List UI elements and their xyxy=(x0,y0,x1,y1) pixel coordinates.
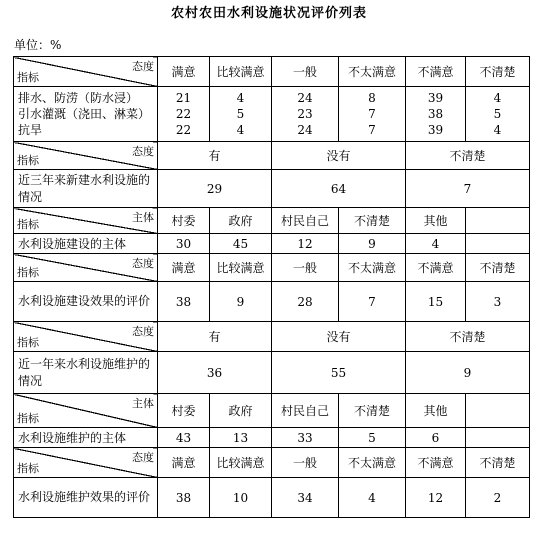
row-label: 水利设施维护的主体 xyxy=(14,428,158,448)
value-cell: 55 xyxy=(272,352,406,394)
header-cell: 不清楚 xyxy=(339,394,406,428)
block1-header-row xyxy=(14,57,530,87)
value-cell: 12 xyxy=(272,234,339,254)
block7-data-row xyxy=(14,478,530,518)
header-cell: 有 xyxy=(158,322,272,352)
block4-header-row xyxy=(14,254,530,282)
row-label-group: 排水、防涝（防水浸） 引水灌溉（浇田、淋菜） 抗旱 xyxy=(14,87,158,142)
header-cell: 比较满意 xyxy=(210,254,272,282)
value-cell: 4 xyxy=(406,234,466,254)
header-cell: 不满意 xyxy=(406,254,466,282)
block6-data-row xyxy=(14,428,530,448)
block7-header-row xyxy=(14,448,530,478)
value-cell: 6 xyxy=(406,428,466,448)
value-cell: 7 xyxy=(406,170,530,208)
header-cell: 一般 xyxy=(272,254,339,282)
value-cell: 10 xyxy=(210,478,272,518)
value-cell: 7 xyxy=(339,282,406,322)
value-cell: 34 xyxy=(272,478,339,518)
row-label: 近一年来水利设施维护的情况 xyxy=(14,352,158,394)
row-label: 近三年来新建水利设施的情况 xyxy=(14,170,158,208)
row-label: 水利设施建设的主体 xyxy=(14,234,158,254)
value-cell: 33 xyxy=(272,428,339,448)
block4-data-row xyxy=(14,282,530,322)
header-cell: 村民自己 xyxy=(272,208,339,234)
header-cell: 有 xyxy=(158,142,272,170)
value-cell: 21 22 22 xyxy=(158,87,210,142)
header-cell: 不清楚 xyxy=(339,208,406,234)
block5-header-row xyxy=(14,322,530,352)
block2-data-row xyxy=(14,170,530,208)
empty-cell xyxy=(466,428,530,448)
value-cell: 9 xyxy=(210,282,272,322)
row-label: 水利设施建设效果的评价 xyxy=(14,282,158,322)
header-cell: 比较满意 xyxy=(210,448,272,478)
value-cell: 5 xyxy=(339,428,406,448)
value-cell: 4 5 4 xyxy=(210,87,272,142)
header-cell: 不清楚 xyxy=(466,57,530,87)
block2-header-row xyxy=(14,142,530,170)
value-cell: 38 xyxy=(158,478,210,518)
value-cell: 38 xyxy=(158,282,210,322)
header-cell: 一般 xyxy=(272,57,339,87)
header-cell: 其他 xyxy=(406,208,466,234)
block5-data-row xyxy=(14,352,530,394)
block3-data-row xyxy=(14,234,530,254)
header-cell: 村委 xyxy=(158,208,210,234)
value-cell: 9 xyxy=(339,234,406,254)
header-cell: 不太满意 xyxy=(339,57,406,87)
value-cell: 24 23 24 xyxy=(272,87,339,142)
corner-cell: 主体 指标 xyxy=(14,394,158,428)
value-cell: 45 xyxy=(210,234,272,254)
value-cell: 29 xyxy=(158,170,272,208)
header-cell: 其他 xyxy=(406,394,466,428)
corner-cell: 态度 指标 xyxy=(14,142,158,170)
empty-cell xyxy=(466,394,530,428)
header-cell: 村民自己 xyxy=(272,394,339,428)
corner-cell: 态度 指标 xyxy=(14,254,158,282)
value-cell: 13 xyxy=(210,428,272,448)
row-label: 水利设施维护效果的评价 xyxy=(14,478,158,518)
value-cell: 9 xyxy=(406,352,530,394)
header-cell: 不满意 xyxy=(406,57,466,87)
header-cell: 一般 xyxy=(272,448,339,478)
value-cell: 36 xyxy=(158,352,272,394)
header-cell: 不满意 xyxy=(406,448,466,478)
evaluation-table xyxy=(13,56,530,518)
header-cell: 没有 xyxy=(272,322,406,352)
block6-header-row xyxy=(14,394,530,428)
header-cell: 不清楚 xyxy=(466,254,530,282)
header-cell: 不清楚 xyxy=(406,322,530,352)
header-cell: 不清楚 xyxy=(406,142,530,170)
corner-cell: 态度 指标 xyxy=(14,57,158,87)
empty-cell xyxy=(466,234,530,254)
value-cell: 3 xyxy=(466,282,530,322)
header-cell: 不太满意 xyxy=(339,448,406,478)
block3-header-row xyxy=(14,208,530,234)
corner-cell: 态度 指标 xyxy=(14,448,158,478)
header-cell: 满意 xyxy=(158,254,210,282)
header-cell: 村委 xyxy=(158,394,210,428)
value-cell: 39 38 39 xyxy=(406,87,466,142)
value-cell: 4 xyxy=(339,478,406,518)
corner-cell: 主体 指标 xyxy=(14,208,158,234)
value-cell: 8 7 7 xyxy=(339,87,406,142)
value-cell: 28 xyxy=(272,282,339,322)
header-cell: 不清楚 xyxy=(466,448,530,478)
value-cell: 30 xyxy=(158,234,210,254)
header-cell: 政府 xyxy=(210,394,272,428)
value-cell: 43 xyxy=(158,428,210,448)
value-cell: 15 xyxy=(406,282,466,322)
header-cell: 没有 xyxy=(272,142,406,170)
header-cell: 比较满意 xyxy=(210,57,272,87)
empty-cell xyxy=(466,208,530,234)
corner-cell: 态度 指标 xyxy=(14,322,158,352)
header-cell: 满意 xyxy=(158,57,210,87)
page-title: 农村农田水利设施状况评价列表 xyxy=(170,6,367,21)
unit-label: 单位：% xyxy=(14,38,62,52)
header-cell: 不太满意 xyxy=(339,254,406,282)
value-cell: 4 5 4 xyxy=(466,87,530,142)
header-cell: 政府 xyxy=(210,208,272,234)
value-cell: 2 xyxy=(466,478,530,518)
block1-data-row xyxy=(14,87,530,142)
value-cell: 12 xyxy=(406,478,466,518)
header-cell: 满意 xyxy=(158,448,210,478)
value-cell: 64 xyxy=(272,170,406,208)
